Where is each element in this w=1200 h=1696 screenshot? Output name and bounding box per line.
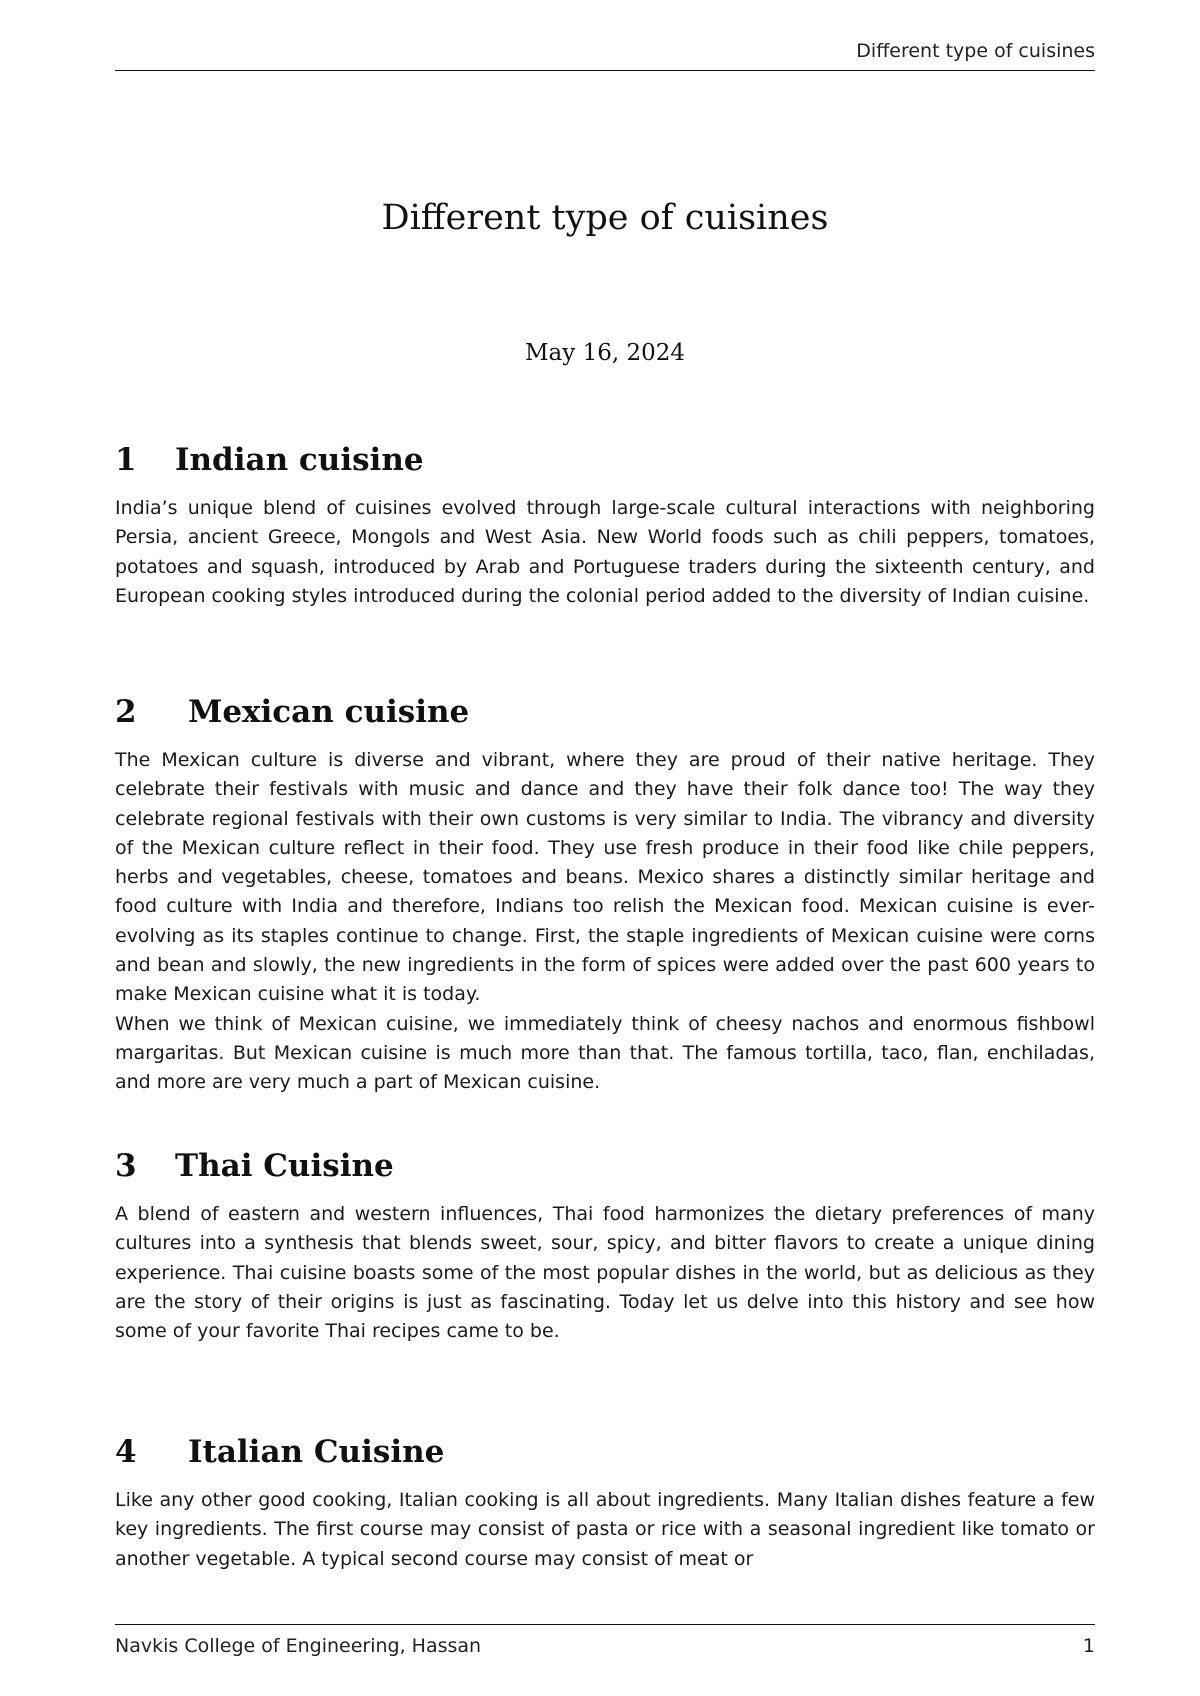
section-paragraph: The Mexican culture is diverse and vibrant, where they are proud of their native heritage. They celebrate their festivals with music and dance and they have their folk dance too! The way they celebrate regional festivals with their own customs is very similar to India. The vibrancy and diversity of the Mexican culture reflect in their food. They use fresh produce in their food like chile peppers, herbs and vegetables, cheese, tomatoes and beans. Mexico shares a distinctly similar heritage and food culture with India and therefore, Indians too relish the Mexican food. Mexican cuisine is ever-evolving as its staples continue to change. First, the staple ingredients of Mexican cuisine were corns and bean and slowly, the new ingredients in the form of spices were added over the past 600 years to make Mexican cuisine what it is today. xyxy=(115,749,1095,1006)
section-number: 4 xyxy=(115,1434,137,1470)
section-heading xyxy=(115,1146,1095,1186)
section-title: Mexican cuisine xyxy=(188,694,470,730)
page-header xyxy=(115,38,1095,71)
section-title: Thai Cuisine xyxy=(175,1148,394,1184)
section-indian-cuisine xyxy=(115,440,1095,611)
section-italian-cuisine xyxy=(115,1432,1095,1574)
page-footer xyxy=(115,1624,1095,1657)
section-heading xyxy=(115,692,1095,732)
section-heading xyxy=(115,440,1095,480)
document-date: May 16, 2024 xyxy=(525,340,685,366)
section-number: 3 xyxy=(115,1148,137,1184)
section-paragraph: When we think of Mexican cuisine, we immediately think of cheesy nachos and enormous fishbowl margaritas. But Mexican cuisine is much more than that. The famous tortilla, taco, flan, enchiladas, and more are very much a part of Mexican cuisine. xyxy=(115,1012,1095,1094)
footer-institution: Navkis College of Engineering, Hassan xyxy=(115,1635,482,1657)
section-paragraph: A blend of eastern and western influences, Thai food harmonizes the dietary preferences of many cultures into a synthesis that blends sweet, sour, spicy, and bitter flavors to create a unique dining experience. Thai cuisine boasts some of the most popular dishes in the world, but as delicious as they are the story of their origins is just as fascinating. Today let us delve into this history and see how some of your favorite Thai recipes came to be. xyxy=(115,1203,1095,1343)
section-paragraph: India’s unique blend of cuisines evolved through large-scale cultural interactions with neighboring Persia, ancient Greece, Mongols and West Asia. New World foods such as chili peppers, tomatoes, potatoes and squash, introduced by Arab and Portuguese traders during the sixteenth century, and European cooking styles introduced during the colonial period added to the diversity of Indian cuisine. xyxy=(115,497,1095,607)
document-title: Different type of cuisines xyxy=(381,198,829,238)
section-heading xyxy=(115,1432,1095,1472)
section-number: 2 xyxy=(115,694,137,730)
section-title: Italian Cuisine xyxy=(188,1434,445,1470)
section-title: Indian cuisine xyxy=(175,442,424,478)
section-paragraph: Like any other good cooking, Italian cooking is all about ingredients. Many Italian dishes feature a few key ingredients. The first course may consist of pasta or rice with a seasonal ingredient like tomato or another vegetable. A typical second course may consist of meat or xyxy=(115,1489,1095,1570)
running-title: Different type of cuisines xyxy=(856,40,1095,62)
section-number: 1 xyxy=(115,442,137,478)
section-thai-cuisine xyxy=(115,1146,1095,1346)
section-mexican-cuisine xyxy=(115,692,1095,1098)
page-number: 1 xyxy=(1082,1635,1095,1657)
